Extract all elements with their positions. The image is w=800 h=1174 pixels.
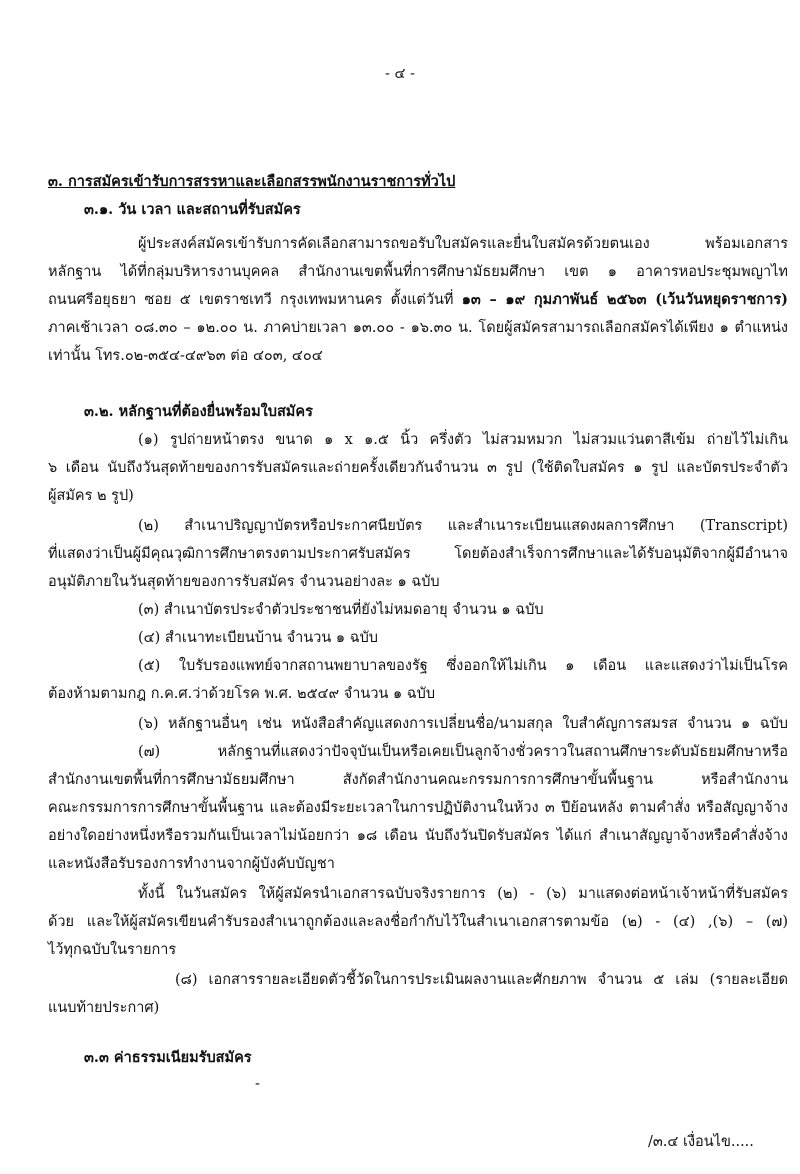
item-7-line-4: อย่างใดอย่างหนึ่งหรือรวมกันเป็นเวลาไม่น้อยกว่า ๑๘ เดือน นับถึงวันปิดรับสมัคร ได้แก่ สำเนาสัญญาจ้างหรือคำสั่งจ้าง — [48, 828, 788, 844]
section-3-1-line-3 — [48, 290, 788, 310]
section-3-1-line-3-text: ถนนศรีอยุธยา ซอย ๕ เขตราชเทวี กรุงเทพมหานคร ตั้งแต่วันที่ — [48, 292, 454, 308]
next-page-marker: /๓.๔ เงื่อนไข..... — [648, 1134, 754, 1150]
item-6: (๖) หลักฐานอื่นๆ เช่น หนังสือสำคัญแสดงการเปลี่ยนชื่อ/นามสกุล ใบสำคัญการสมรส จำนวน ๑ ฉบับ — [138, 716, 788, 732]
application-dates: ๑๓ – ๑๙ กุมภาพันธ์ ๒๕๖๓ (เว้นวันหยุดราชการ) — [461, 291, 788, 308]
fee-value: - — [255, 1076, 260, 1092]
item-3: (๓) สำเนาบัตรประจำตัวประชาชนที่ยังไม่หมดอายุ จำนวน ๑ ฉบับ — [138, 602, 544, 618]
item-1-line-1: (๑) รูปถ่ายหน้าตรง ขนาด ๑ x ๑.๕ นิ้ว ครึ่งตัว ไม่สวมหมวก ไม่สวมแว่นตาสีเข้ม ถ่ายไว้ไม่เกิน — [138, 432, 788, 448]
item-7-line-3: คณะกรรมการการศึกษาขั้นพื้นฐาน และต้องมีระยะเวลาในการปฏิบัติงานในห้วง ๓ ปีย้อนหลัง ตามคำสั่ง หรือสัญญาจ้าง — [48, 800, 788, 816]
item-1-line-2: ๖ เดือน นับถึงวันสุดท้ายของการรับสมัครและถ่ายครั้งเดียวกันจำนวน ๓ รูป (ใช้ติดใบสมัคร ๑ รูป และบัตรประจำตัว — [48, 460, 788, 476]
section-3-1-line-2: หลักฐาน ได้ที่กลุ่มบริหารงานบุคคล สำนักงานเขตพื้นที่การศึกษามัธยมศึกษา เขต ๑ อาคารหอประชุมพญาไท — [48, 264, 788, 280]
section-3-heading: ๓. การสมัครเข้ารับการสรรหาและเลือกสรรพนักงานราชการทั่วไป — [48, 173, 456, 190]
section-3-1-line-1: ผู้ประสงค์สมัครเข้ารับการคัดเลือกสามารถขอรับใบสมัครและยื่นใบสมัครด้วยตนเอง พร้อมเอกสาร — [138, 236, 788, 252]
note-line-3: ไว้ทุกฉบับในรายการ — [48, 942, 177, 958]
item-4: (๔) สำเนาทะเบียนบ้าน จำนวน ๑ ฉบับ — [138, 630, 378, 646]
section-3-2-heading: ๓.๒. หลักฐานที่ต้องยื่นพร้อมใบสมัคร — [84, 403, 313, 420]
section-3-1-line-4: ภาคเช้าเวลา ๐๘.๓๐ – ๑๒.๐๐ น. ภาคบ่ายเวลา ๑๓.๐๐ - ๑๖.๓๐ น. โดยผู้สมัครสามารถเลือกสมัครได้เพียง ๑ ตำแหน่ง — [48, 320, 788, 336]
item-7-line-2: สำนักงานเขตพื้นที่การศึกษามัธยมศึกษา สังกัดสำนักงานคณะกรรมการการศึกษาขั้นพื้นฐาน หรือสำนักงาน — [48, 772, 788, 788]
note-line-2: ด้วย และให้ผู้สมัครเขียนคำรับรองสำเนาถูกต้องและลงชื่อกำกับไว้ในสำเนาเอกสารตามข้อ (๒) - (๔) ,(๖) – (๗) — [48, 914, 788, 930]
item-7-line-5: และหนังสือรับรองการทำงานจากผู้บังคับบัญชา — [48, 856, 335, 872]
item-7-line-1: (๗) หลักฐานที่แสดงว่าปัจจุบันเป็นหรือเคยเป็นลูกจ้างชั่วคราวในสถานศึกษาระดับมัธยมศึกษาหรือ — [138, 744, 788, 760]
section-3-1-line-5: เท่านั้น โทร.๐๒-๓๕๔-๔๙๖๓ ต่อ ๔๐๓, ๔๐๔ — [48, 348, 323, 364]
item-1-line-3: ผู้สมัคร ๒ รูป) — [48, 488, 134, 504]
item-2-line-3: อนุมัติภายในวันสุดท้ายของการรับสมัคร จำนวนอย่างละ ๑ ฉบับ — [48, 574, 440, 590]
section-3-3-heading: ๓.๓ ค่าธรรมเนียมรับสมัคร — [84, 1049, 252, 1066]
page-number: - ๔ - — [385, 66, 415, 82]
item-8-line-1: (๘) เอกสารรายละเอียดตัวชี้วัดในการประเมินผลงานและศักยภาพ จำนวน ๕ เล่ม (รายละเอียด — [175, 972, 788, 988]
item-2-line-2: ที่แสดงว่าเป็นผู้มีคุณวุฒิการศึกษาตรงตามประกาศรับสมัคร โดยต้องสำเร็จการศึกษาและได้รับอนุมัติจากผู้มีอำนาจ — [48, 546, 788, 562]
item-5-line-2: ต้องห้ามตามกฎ ก.ค.ศ.ว่าด้วยโรค พ.ศ. ๒๕๔๙ จำนวน ๑ ฉบับ — [48, 686, 436, 702]
item-8-line-2: แนบท้ายประกาศ) — [48, 1000, 160, 1016]
item-2-line-1: (๒) สำเนาปริญญาบัตรหรือประกาศนียบัตร และสำเนาระเบียนแสดงผลการศึกษา (Transcript) — [138, 518, 788, 534]
item-5-line-1: (๕) ใบรับรองแพทย์จากสถานพยาบาลของรัฐ ซึ่งออกให้ไม่เกิน ๑ เดือน และแสดงว่าไม่เป็นโรค — [138, 658, 788, 674]
note-line-1: ทั้งนี้ ในวันสมัคร ให้ผู้สมัครนำเอกสารฉบับจริงรายการ (๒) - (๖) มาแสดงต่อหน้าเจ้าหน้าที่รับสมัคร — [138, 886, 788, 902]
section-3-1-heading: ๓.๑. วัน เวลา และสถานที่รับสมัคร — [84, 201, 301, 218]
